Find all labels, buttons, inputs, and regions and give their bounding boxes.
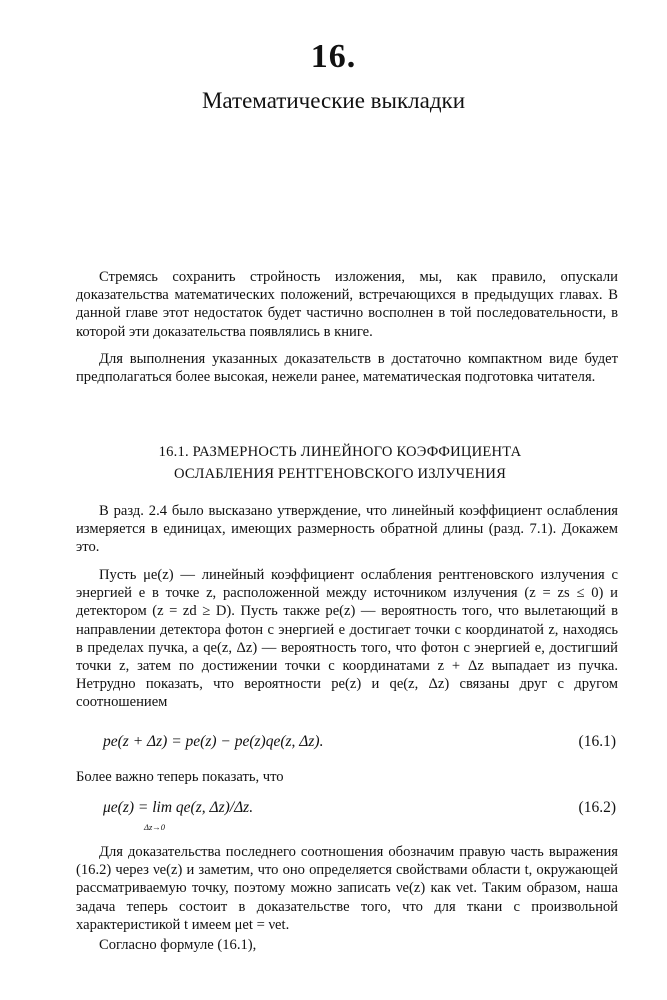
body-paragraph-1: В разд. 2.4 было высказано утверждение, что линейный коэффициент ослабления измеряется в единицах, имеющих размерность обратной длины (разд. 7.1). Докажем это. [76, 503, 618, 556]
intro-paragraph-2: Для выполнения указанных доказательств в достаточно компактном виде будет предполагаться более высокая, нежели ранее, математическая подготовка читателя. [76, 351, 618, 386]
body-paragraph-2: Пусть μe(z) — линейный коэффициент ослабления рентгеновского излучения с энергией e в точке z, расположенной между источником излучения (z = zs ≤ 0) и детектором (z = zd ≥ D). Пусть также pe(z) — вероятность того, что вылетающий в направлении детектора фотон с энергией e достигает точки с координатой z, находясь в пределах пучка, а qe(z, Δz) — вероятность того, что фотон с энергией e, достигший точки z, затем по достижении точки с координатами z + Δz выпадает из пучка. Нетрудно показать, что вероятности pe(z) и qe(z, Δz) связаны друг с другом соотношением [76, 567, 618, 711]
equation-16-2-number: (16.2) [578, 799, 616, 816]
intro-paragraph-1: Стремясь сохранить стройность изложения, мы, как правило, опускали доказательства математических положений, встречающихся в предыдущих главах. В данной главе этот недостаток будет частично восполнен в той последовательности, в которой эти доказательства появлялись в книге. [76, 269, 618, 340]
body-paragraph-3: Для доказательства последнего соотношения обозначим правую часть выражения (16.2) через νe(z) и заметим, что оно определяется свойствами области t, окружающей рассматриваемую точку, поэтому можно записать νe(z) как νet. Таким образом, наша задача теперь состоит в доказательстве того, что для ткани с произвольной характеристикой t имеем μet = νet. [76, 844, 618, 933]
section-heading-line-1: 16.1. РАЗМЕРНОСТЬ ЛИНЕЙНОГО КОЭФФИЦИЕНТА [158, 444, 522, 460]
section-heading-line-2: ОСЛАБЛЕНИЯ РЕНТГЕНОВСКОГО ИЗЛУЧЕНИЯ [173, 466, 507, 482]
chapter-title: Математические выкладки [201, 88, 466, 113]
section-heading [60, 441, 620, 485]
chapter-number: 16. [310, 38, 357, 75]
equation-16-1-expression: pe(z + Δz) = pe(z) − pe(z)qe(z, Δz). [103, 733, 324, 750]
equation-16-2 [76, 799, 618, 835]
equation-16-2-expression: μe(z) = lim qe(z, Δz)/Δz. [103, 799, 254, 816]
closing-line: Согласно формуле (16.1), [99, 937, 257, 953]
limit-subscript: Δz→0 [144, 822, 166, 832]
equation-16-1 [76, 733, 618, 757]
equation-16-1-number: (16.1) [578, 733, 616, 750]
connecting-sentence: Более важно теперь показать, что [76, 769, 284, 785]
